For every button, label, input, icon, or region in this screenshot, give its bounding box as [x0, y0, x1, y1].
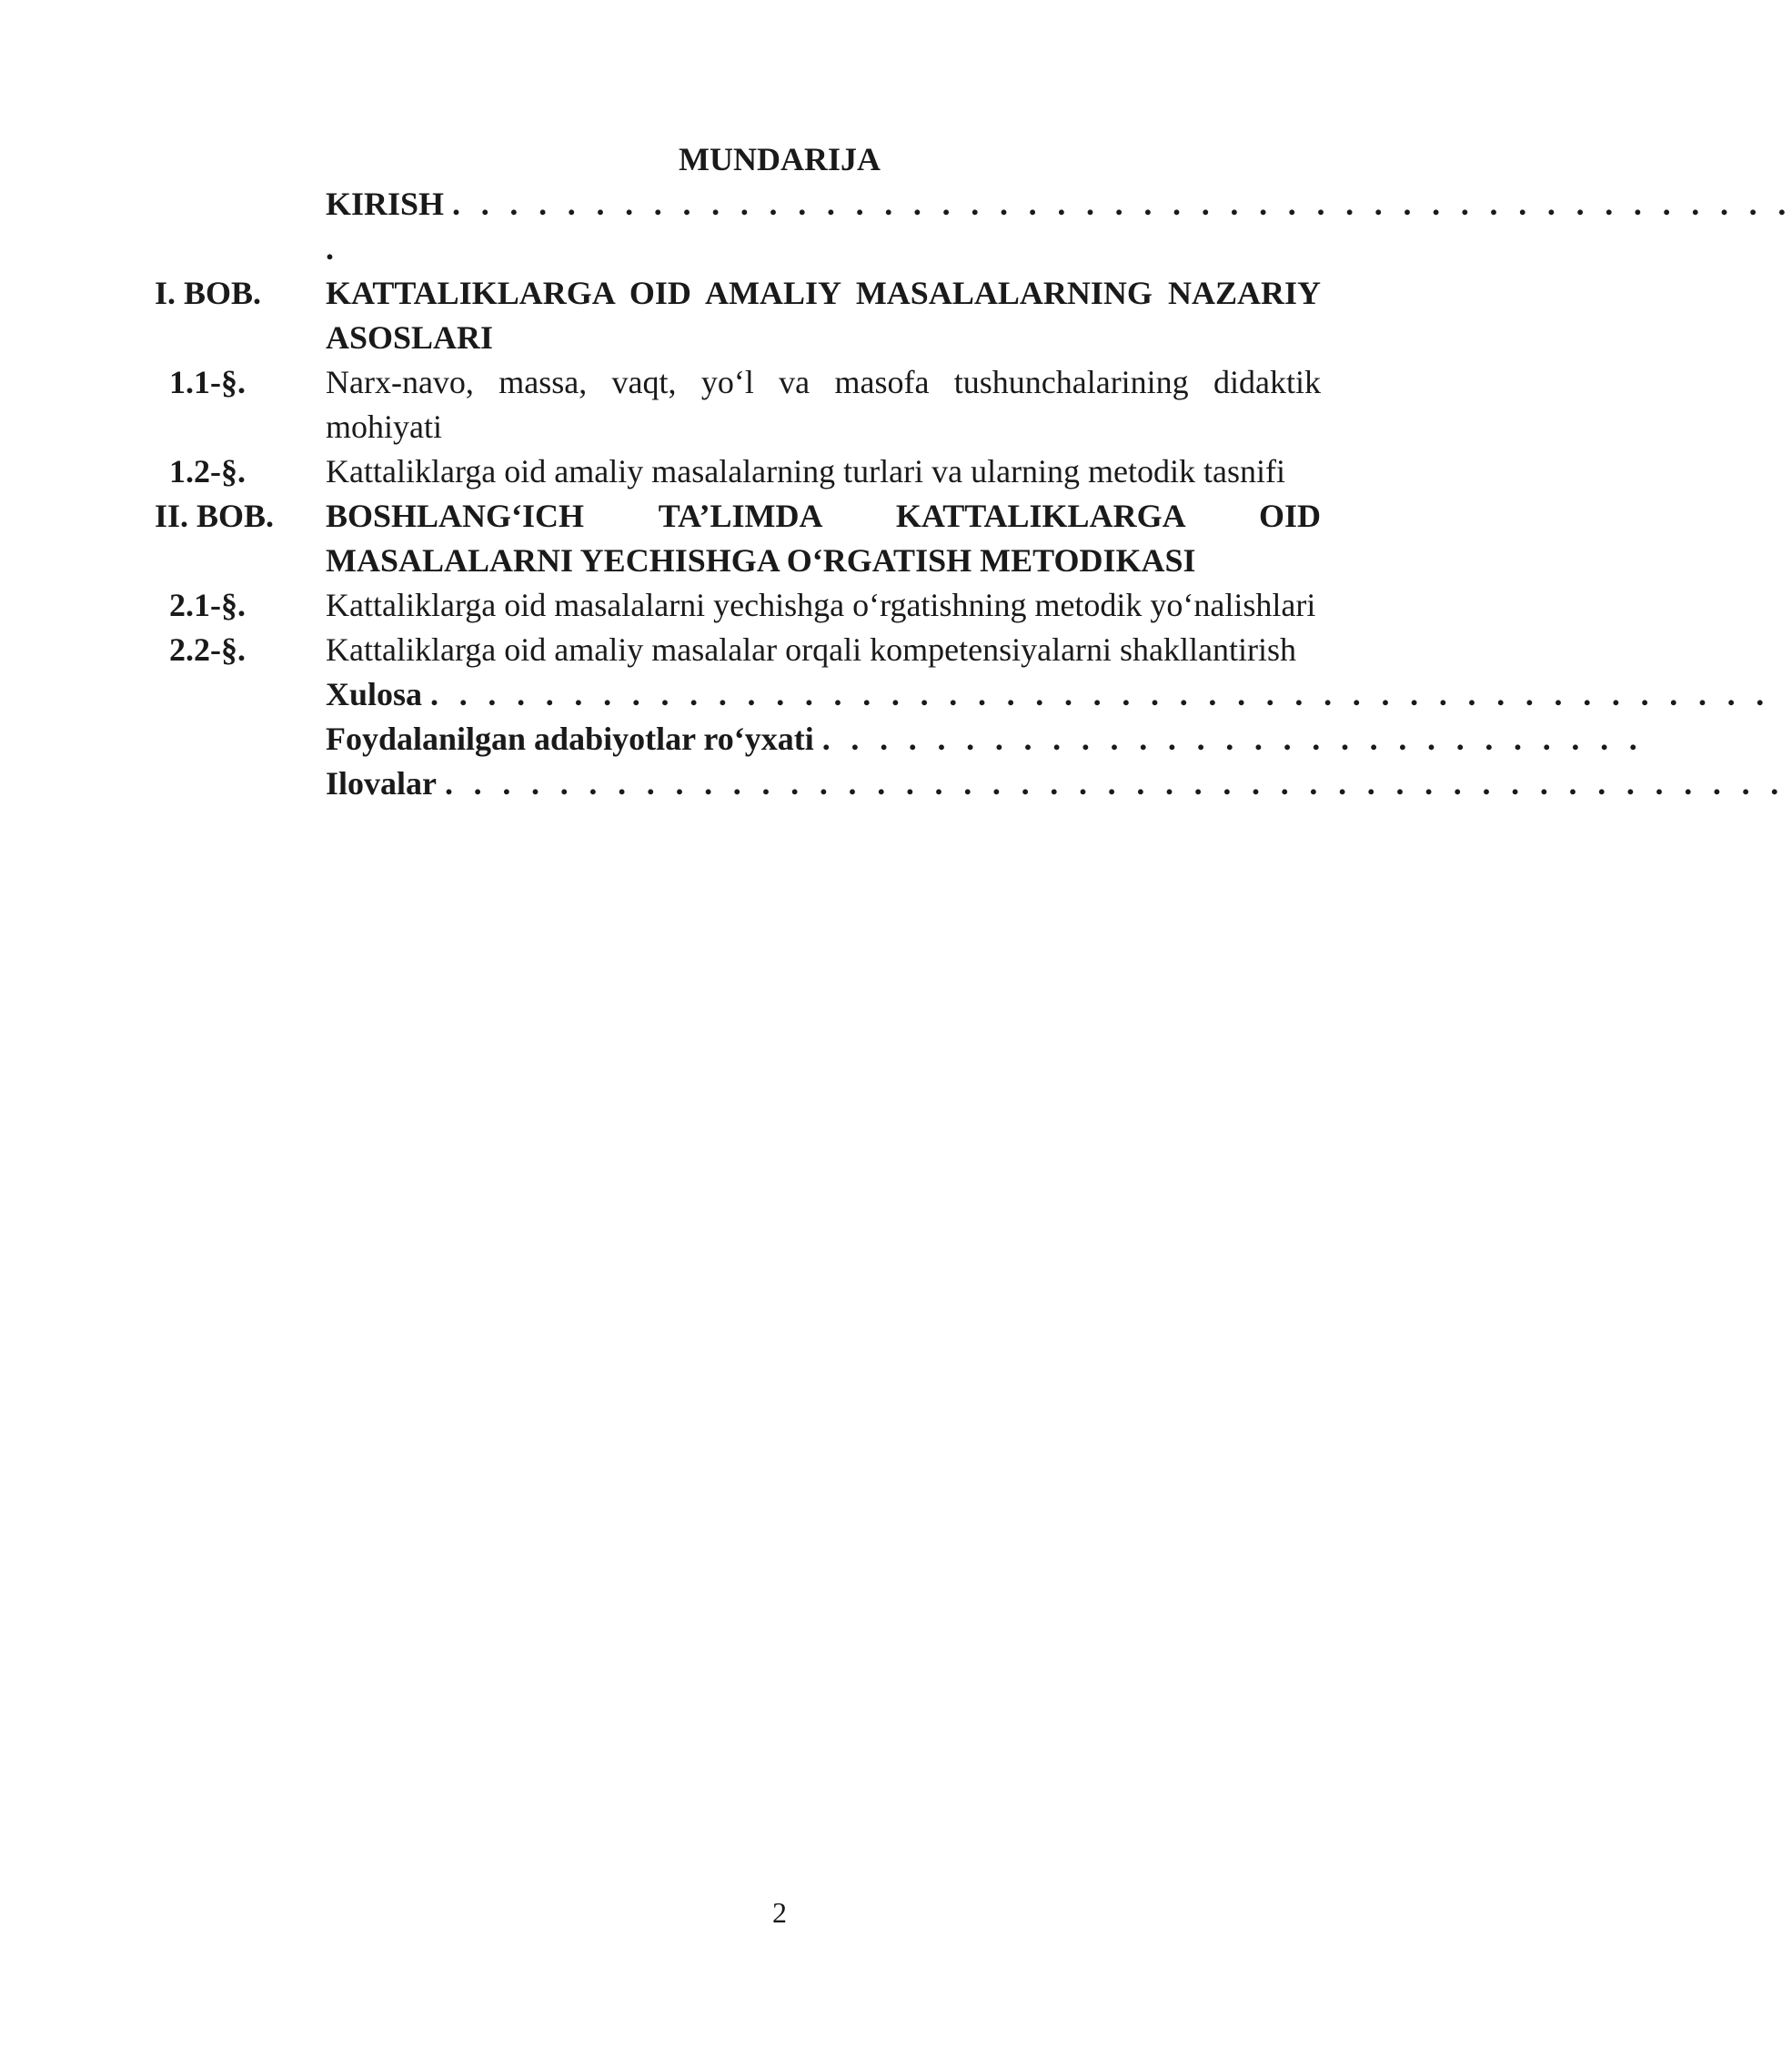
toc-section-2-2 [155, 628, 1321, 672]
section-title: Narx-navo, massa, vaqt, yo‘l va masofa tushunchalarining didaktik mohiyati [326, 364, 1321, 445]
dot-leader: . . . . . . . . . . . . . . . . . . . . . . . . . . . . . [821, 721, 1644, 757]
section-title: Kattaliklarga oid masalalarni yechishga o‘rgatishning metodik yo‘nalishlari [326, 587, 1316, 623]
toc-entry-intro [155, 182, 1792, 271]
section-title: Kattaliklarga oid amaliy masalalar orqali kompetensiyalarni shakllantirish [326, 631, 1297, 668]
toc-entry-intro-label: KIRISH [326, 186, 445, 222]
section-number: 2.1-§. [169, 587, 246, 623]
chapter-title: BOSHLANG‘ICH TA’LIMDA KATTALIKLARGA OID MASALALARNI YECHISHGA O‘RGATISH METODIKASI [326, 498, 1321, 579]
toc-section-1-1 [155, 360, 1321, 449]
section-number: 1.1-§. [169, 364, 246, 400]
dot-leader: . . . . . . . . . . . . . . . . . . . . . . . . . . . . . . . . . . . . . . . . . . . . . . . [430, 676, 1771, 712]
dot-leader: . . . . . . . . . . . . . . . . . . . . . . . . . . . . . . . . . . . . . . . . . . . . . . . [452, 186, 1792, 222]
toc-entry-references-label: Foydalanilgan adabiyotlar ro‘yxati [326, 721, 814, 757]
dot-leader: . . . . . . . . . . . . . . . . . . . . . . . . . . . . . . . . . . . . . . . . . . . . . . . [445, 765, 1786, 802]
toc-title: MUNDARIJA [679, 141, 881, 177]
toc-entry-conclusion-label: Xulosa [326, 676, 423, 712]
section-number: 1.2-§. [169, 453, 246, 489]
chapter-number: I. BOB. [155, 275, 262, 311]
page-number: 2 [772, 1896, 787, 1929]
toc-chapter-1 [155, 271, 1321, 360]
chapter-title: KATTALIKLARGA OID AMALIY MASALALARNING NAZARIY ASOSLARI [326, 275, 1321, 356]
toc-entry-appendix-label: Ilovalar [326, 765, 437, 802]
table-of-contents [155, 182, 1792, 806]
section-title: Kattaliklarga oid amaliy masalalarning turlari va ularning metodik tasnifi [326, 453, 1286, 489]
toc-entry-conclusion [155, 672, 1771, 717]
toc-section-1-2 [155, 449, 1321, 494]
section-number: 2.2-§. [169, 631, 246, 668]
toc-section-2-1 [155, 583, 1321, 628]
dot-leader-continuation: . [326, 230, 334, 267]
toc-entry-references [155, 717, 1644, 762]
chapter-number: II. BOB. [155, 498, 275, 534]
toc-entry-appendix [155, 762, 1786, 806]
toc-chapter-2 [155, 494, 1321, 583]
